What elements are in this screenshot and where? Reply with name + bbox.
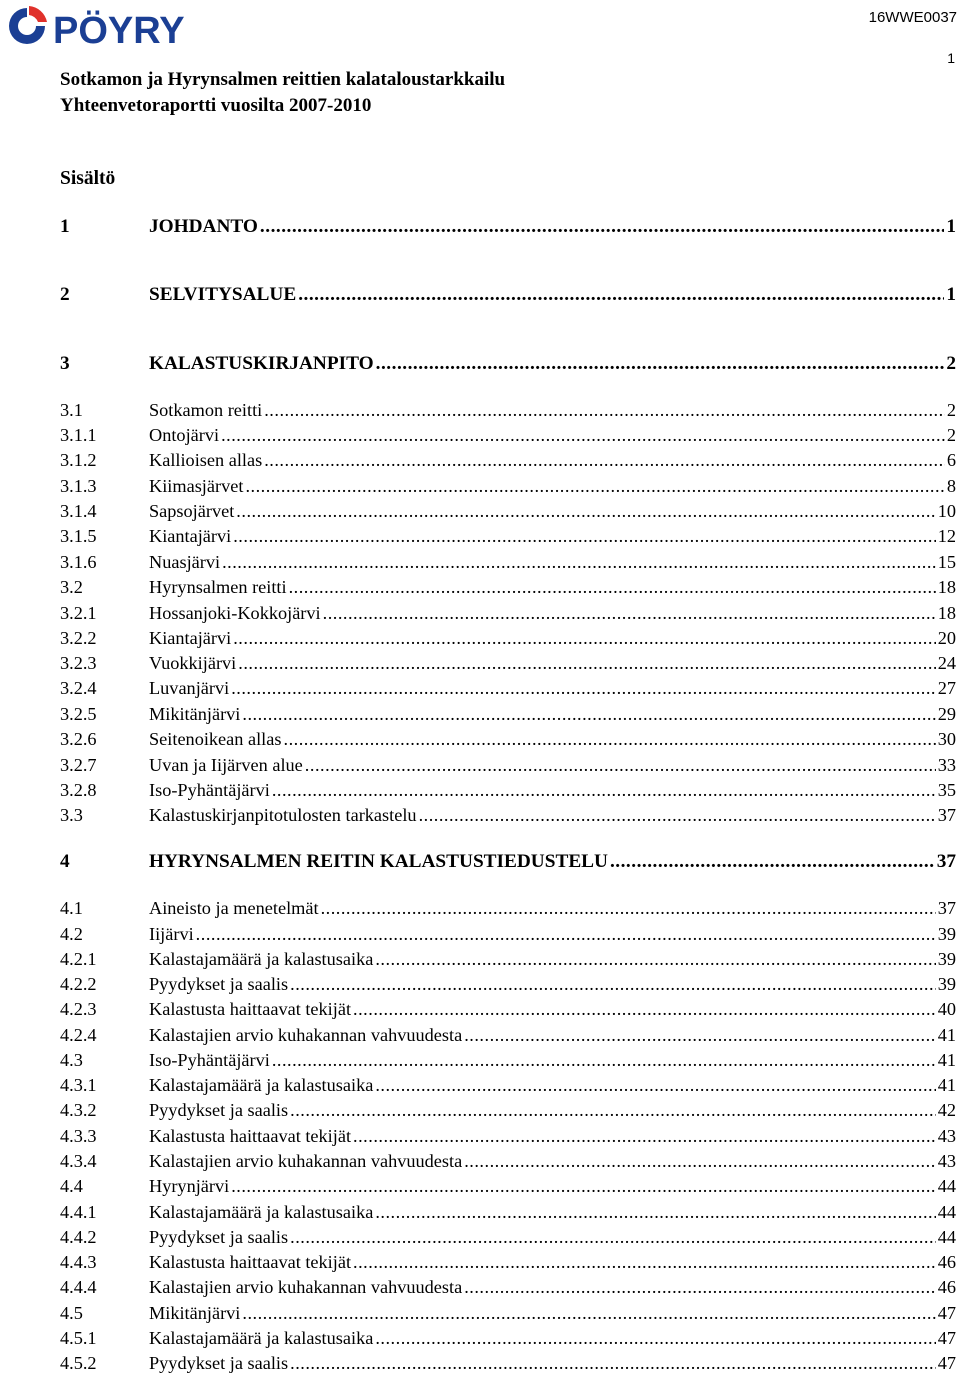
toc-entry[interactable] xyxy=(60,400,956,424)
toc-entry[interactable] xyxy=(60,851,956,875)
toc-entry-title: Sotkamon reitti xyxy=(149,400,263,420)
toc-entry-title: Uvan ja Iijärven alue xyxy=(149,755,303,775)
toc-dot-leader xyxy=(272,780,936,801)
toc-entry-page: 41 xyxy=(937,1050,956,1070)
toc-dot-leader xyxy=(272,1050,936,1071)
toc-entry-number: 4.4.4 xyxy=(60,1277,97,1297)
toc-dot-leader xyxy=(464,1151,936,1172)
toc-entry-number: 3.1.5 xyxy=(60,526,97,546)
toc-dot-leader xyxy=(290,1227,936,1248)
toc-dot-leader xyxy=(264,400,945,421)
toc-entry-title: KALASTUSKIRJANPITO xyxy=(149,353,374,374)
logo-wordmark: PÖYRY xyxy=(53,10,185,50)
toc-entry-number: 3 xyxy=(60,353,70,374)
toc-entry-number: 4.4.3 xyxy=(60,1252,97,1272)
toc-entry-number: 4.3.1 xyxy=(60,1075,97,1095)
toc-entry-page: 2 xyxy=(946,353,956,374)
toc-entry-title: Pyydykset ja saalis xyxy=(149,1227,289,1247)
toc-entry-page: 47 xyxy=(937,1353,956,1373)
toc-entry-title: Hyrynjärvi xyxy=(149,1176,230,1196)
toc-entry-title: Kiantajärvi xyxy=(149,628,232,648)
toc-entry-number: 3.2.7 xyxy=(60,755,97,775)
toc-dot-leader xyxy=(238,653,935,674)
toc-entry-number: 3.2.8 xyxy=(60,780,97,800)
toc-entry[interactable] xyxy=(60,526,956,550)
toc-entry-title: Mikitänjärvi xyxy=(149,1303,241,1323)
toc-entry[interactable] xyxy=(60,974,956,998)
toc-entry-page: 18 xyxy=(937,577,956,597)
toc-entry-title: Kiimasjärvet xyxy=(149,476,244,496)
toc-entry-title: Hyrynsalmen reitti xyxy=(149,577,287,597)
toc-entry[interactable] xyxy=(60,1202,956,1226)
toc-entry-title: Iijärvi xyxy=(149,924,194,944)
toc-dot-leader xyxy=(221,425,945,446)
toc-entry[interactable] xyxy=(60,653,956,677)
toc-entry-page: 15 xyxy=(937,552,956,572)
toc-entry-page: 43 xyxy=(937,1151,956,1171)
toc-entry-page: 37 xyxy=(937,898,956,918)
toc-entry[interactable] xyxy=(60,924,956,948)
toc-dot-leader xyxy=(321,898,936,919)
report-title-line2: Yhteenvetoraportti vuosilta 2007-2010 xyxy=(60,95,372,116)
toc-entry-number: 4.4.2 xyxy=(60,1227,97,1247)
toc-entry-number: 3.1.6 xyxy=(60,552,97,572)
toc-entry[interactable] xyxy=(60,1176,956,1200)
toc-entry-number: 3.2.2 xyxy=(60,628,97,648)
toc-entry-title: SELVITYSALUE xyxy=(149,284,297,305)
toc-entry-number: 3.1.1 xyxy=(60,425,97,445)
toc-entry-page: 39 xyxy=(937,949,956,969)
toc-entry-page: 12 xyxy=(937,526,956,546)
toc-dot-leader xyxy=(610,851,935,873)
toc-entry[interactable] xyxy=(60,704,956,728)
toc-entry[interactable] xyxy=(60,898,956,922)
toc-entry[interactable] xyxy=(60,755,956,779)
toc-entry[interactable] xyxy=(60,1328,956,1352)
toc-entry-title: Hossanjoki-Kokkojärvi xyxy=(149,603,321,623)
toc-entry[interactable] xyxy=(60,425,956,449)
toc-entry-page: 27 xyxy=(937,678,956,698)
toc-dot-leader xyxy=(289,577,936,598)
toc-entry-page: 44 xyxy=(937,1176,956,1196)
toc-dot-leader xyxy=(260,216,944,238)
toc-dot-leader xyxy=(323,603,936,624)
toc-entry-page: 35 xyxy=(937,780,956,800)
toc-entry-number: 3.3 xyxy=(60,805,83,825)
toc-entry-number: 1 xyxy=(60,216,70,237)
toc-entry[interactable] xyxy=(60,1025,956,1049)
page-number: 1 xyxy=(947,50,955,66)
toc-entry-page: 30 xyxy=(937,729,956,749)
toc-entry[interactable] xyxy=(60,999,956,1023)
toc-entry[interactable] xyxy=(60,1126,956,1150)
toc-entry-title: Iso-Pyhäntäjärvi xyxy=(149,1050,270,1070)
toc-entry[interactable] xyxy=(60,552,956,576)
toc-entry-title: Ontojärvi xyxy=(149,425,220,445)
toc-entry-title: Kalastuskirjanpitotulosten tarkastelu xyxy=(149,805,417,825)
toc-dot-leader xyxy=(353,999,936,1020)
toc-entry[interactable] xyxy=(60,577,956,601)
toc-dot-leader xyxy=(231,678,936,699)
toc-entry-title: Pyydykset ja saalis xyxy=(149,974,289,994)
toc-entry-title: Pyydykset ja saalis xyxy=(149,1100,289,1120)
toc-entry-title: Aineisto ja menetelmät xyxy=(149,898,319,918)
toc-entry-title: Kalastusta haittaavat tekijät xyxy=(149,999,352,1019)
toc-entry-number: 4.5 xyxy=(60,1303,83,1323)
toc-entry[interactable] xyxy=(60,1277,956,1301)
toc-entry-page: 20 xyxy=(937,628,956,648)
toc-entry-title: Kalastusta haittaavat tekijät xyxy=(149,1126,352,1146)
toc-entry-title: Mikitänjärvi xyxy=(149,704,241,724)
toc-entry-page: 8 xyxy=(946,476,956,496)
toc-entry[interactable] xyxy=(60,1353,956,1377)
toc-entry-number: 3.2.5 xyxy=(60,704,97,724)
toc-entry-number: 3.2.4 xyxy=(60,678,97,698)
toc-entry[interactable] xyxy=(60,1252,956,1276)
toc-entry[interactable] xyxy=(60,476,956,500)
toc-entry-title: Kalastajien arvio kuhakannan vahvuudesta xyxy=(149,1025,463,1045)
toc-entry-page: 29 xyxy=(937,704,956,724)
toc-entry[interactable] xyxy=(60,603,956,627)
toc-entry-number: 4.2 xyxy=(60,924,83,944)
toc-entry-page: 37 xyxy=(936,851,956,872)
toc-entry-page: 1 xyxy=(946,216,956,237)
toc-entry-page: 43 xyxy=(937,1126,956,1146)
toc-dot-leader xyxy=(419,805,936,826)
toc-dot-leader xyxy=(245,476,944,497)
toc-dot-leader xyxy=(222,552,936,573)
toc-entry-page: 6 xyxy=(946,450,956,470)
toc-entry-title: Kalastusta haittaavat tekijät xyxy=(149,1252,352,1272)
toc-entry[interactable] xyxy=(60,353,956,377)
toc-entry-number: 4.2.3 xyxy=(60,999,97,1019)
toc-entry[interactable] xyxy=(60,628,956,652)
toc-entry-page: 44 xyxy=(937,1202,956,1222)
report-title-line1: Sotkamon ja Hyrynsalmen reittien kalataloustarkkailu xyxy=(60,69,506,90)
toc-entry-number: 3.1.2 xyxy=(60,450,97,470)
toc-entry[interactable] xyxy=(60,949,956,973)
toc-dot-leader xyxy=(264,450,945,471)
toc-dot-leader xyxy=(196,924,936,945)
toc-entry-title: Iso-Pyhäntäjärvi xyxy=(149,780,270,800)
toc-entry[interactable] xyxy=(60,1050,956,1074)
toc-entry-page: 47 xyxy=(937,1303,956,1323)
toc-entry-number: 3.1 xyxy=(60,400,83,420)
toc-entry-page: 41 xyxy=(937,1025,956,1045)
toc-dot-leader xyxy=(375,1328,935,1349)
toc-entry[interactable] xyxy=(60,729,956,753)
toc-entry-number: 4.5.2 xyxy=(60,1353,97,1373)
toc-entry-page: 10 xyxy=(937,501,956,521)
toc-entry-title: Luvanjärvi xyxy=(149,678,230,698)
toc-entry-page: 46 xyxy=(937,1252,956,1272)
toc-dot-leader xyxy=(353,1252,936,1273)
toc-entry[interactable] xyxy=(60,1151,956,1175)
toc-dot-leader xyxy=(464,1025,936,1046)
toc-entry-title: Kiantajärvi xyxy=(149,526,232,546)
toc-entry-title: Kallioisen allas xyxy=(149,450,263,470)
toc-entry-number: 3.2.6 xyxy=(60,729,97,749)
toc-entry-number: 4.2.4 xyxy=(60,1025,97,1045)
toc-dot-leader xyxy=(375,1202,935,1223)
toc-entry[interactable] xyxy=(60,1100,956,1124)
toc-entry-title: Nuasjärvi xyxy=(149,552,221,572)
toc-entry-number: 4.2.2 xyxy=(60,974,97,994)
toc-entry[interactable] xyxy=(60,1303,956,1327)
toc-entry-page: 37 xyxy=(937,805,956,825)
toc-dot-leader xyxy=(290,1353,936,1374)
toc-entry-title: Kalastajamäärä ja kalastusaika xyxy=(149,1328,374,1348)
toc-dot-leader xyxy=(375,1075,935,1096)
toc-entry-number: 4.1 xyxy=(60,898,83,918)
toc-entry-page: 2 xyxy=(946,400,956,420)
toc-entry-number: 4.3.3 xyxy=(60,1126,97,1146)
toc-entry-page: 1 xyxy=(946,284,956,305)
toc-dot-leader xyxy=(298,284,944,306)
toc-entry-page: 41 xyxy=(937,1075,956,1095)
toc-entry-number: 3.2.3 xyxy=(60,653,97,673)
toc-entry-number: 4.4.1 xyxy=(60,1202,97,1222)
toc-entry-title: Kalastajien arvio kuhakannan vahvuudesta xyxy=(149,1151,463,1171)
toc-entry[interactable] xyxy=(60,678,956,702)
toc-entry-page: 2 xyxy=(946,425,956,445)
toc-entry-title: JOHDANTO xyxy=(149,216,258,237)
toc-entry[interactable] xyxy=(60,1227,956,1251)
toc-dot-leader xyxy=(376,353,945,375)
toc-entry-number: 4.3 xyxy=(60,1050,83,1070)
toc-entry[interactable] xyxy=(60,216,956,240)
toc-dot-leader xyxy=(233,628,935,649)
toc-dot-leader xyxy=(290,1100,936,1121)
toc-entry[interactable] xyxy=(60,780,956,804)
toc-entry-title: Kalastajamäärä ja kalastusaika xyxy=(149,1075,374,1095)
toc-entry-page: 47 xyxy=(937,1328,956,1348)
toc-entry-title: Pyydykset ja saalis xyxy=(149,1353,289,1373)
toc-entry-number: 4.4 xyxy=(60,1176,83,1196)
toc-entry-number: 3.2.1 xyxy=(60,603,97,623)
toc-entry-page: 18 xyxy=(937,603,956,623)
toc-entry-number: 4.2.1 xyxy=(60,949,97,969)
toc-dot-leader xyxy=(290,974,936,995)
toc-entry-title: Kalastajamäärä ja kalastusaika xyxy=(149,1202,374,1222)
toc-entry-number: 3.1.4 xyxy=(60,501,97,521)
toc-entry-number: 4.3.2 xyxy=(60,1100,97,1120)
toc-entry-title: Kalastajamäärä ja kalastusaika xyxy=(149,949,374,969)
toc-dot-leader xyxy=(305,755,936,776)
toc-entry-page: 24 xyxy=(937,653,956,673)
toc-entry[interactable] xyxy=(60,450,956,474)
toc-entry-number: 3.2 xyxy=(60,577,83,597)
toc-entry[interactable] xyxy=(60,1075,956,1099)
toc-dot-leader xyxy=(233,526,935,547)
toc-entry[interactable] xyxy=(60,284,956,308)
toc-dot-leader xyxy=(375,949,935,970)
toc-dot-leader xyxy=(236,501,935,522)
toc-entry-page: 40 xyxy=(937,999,956,1019)
toc-entry-title: Kalastajien arvio kuhakannan vahvuudesta xyxy=(149,1277,463,1297)
toc-dot-leader xyxy=(464,1277,936,1298)
toc-entry[interactable] xyxy=(60,501,956,525)
toc-entry-number: 3.1.3 xyxy=(60,476,97,496)
toc-entry-number: 4.5.1 xyxy=(60,1328,97,1348)
toc-entry[interactable] xyxy=(60,805,956,829)
toc-entry-page: 44 xyxy=(937,1227,956,1247)
toc-entry-page: 42 xyxy=(937,1100,956,1120)
toc-dot-leader xyxy=(353,1126,936,1147)
document-code: 16WWE0037 xyxy=(868,9,957,26)
toc-dot-leader xyxy=(242,1303,935,1324)
toc-entry-page: 33 xyxy=(937,755,956,775)
toc-entry-page: 46 xyxy=(937,1277,956,1297)
toc-entry-title: HYRYNSALMEN REITIN KALASTUSTIEDUSTELU xyxy=(149,851,608,872)
toc-entry-page: 39 xyxy=(937,924,956,944)
toc-dot-leader xyxy=(231,1176,936,1197)
toc-dot-leader xyxy=(242,704,935,725)
toc-entry-title: Sapsojärvet xyxy=(149,501,235,521)
toc-entry-number: 2 xyxy=(60,284,70,305)
toc-entry-title: Vuokkijärvi xyxy=(149,653,237,673)
toc-dot-leader xyxy=(284,729,936,750)
toc-entry-title: Seitenoikean allas xyxy=(149,729,282,749)
toc-entry-number: 4.3.4 xyxy=(60,1151,97,1171)
contents-heading: Sisältö xyxy=(60,168,116,189)
toc-entry-page: 39 xyxy=(937,974,956,994)
toc-entry-number: 4 xyxy=(60,851,70,872)
